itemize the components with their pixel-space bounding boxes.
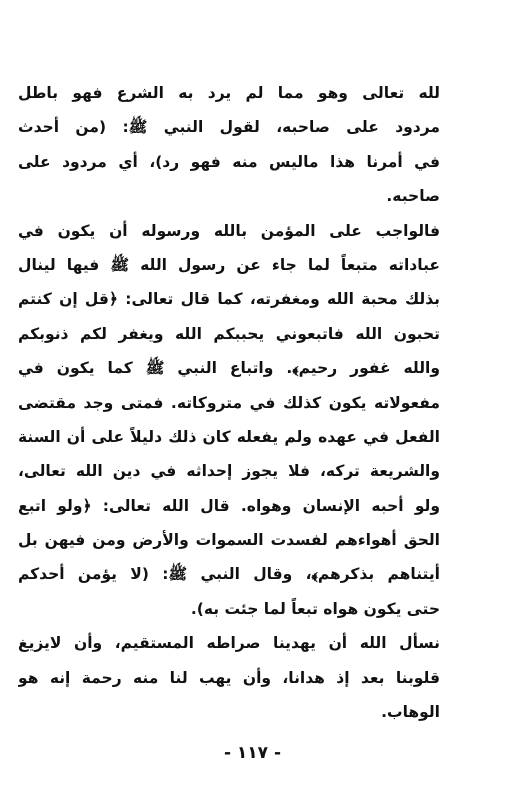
- text-line-14: الحق أهواءهم لفسدت السموات والأرض ومن فيهن بل: [18, 531, 440, 550]
- text-line-10: مفعولاته يكون كذلك في متروكاته. فمتى وجد مقتضى: [18, 393, 440, 412]
- text-line-1: لله تعالى وهو مما لم يرد به الشرع فهو باطل: [18, 84, 440, 102]
- text-line-5: فالواجب على المؤمن بالله ورسوله أن يكون في: [18, 221, 440, 240]
- text-line-2: مردود على صاحبه، لقول النبي ﷺ: (من أحدث: [18, 118, 440, 137]
- text-line-19: الوهاب.: [381, 703, 440, 722]
- text-line-7: بذلك محبة الله ومغفرته، كما قال تعالى: ﴿قل إن كنتم: [18, 290, 440, 309]
- text-line-3: في أمرنا هذا ماليس منه فهو رد)، أي مردود على: [18, 152, 440, 171]
- text-line-12: والشريعة تركه، فلا يجوز إحداثه في دين الله تعالى،: [18, 462, 440, 481]
- body-text: [18, 76, 440, 729]
- text-line-11: الفعل في عهده ولم يفعله كان ذلك دليلاً على أن السنة: [18, 427, 440, 446]
- text-line-18: قلوبنا بعد إذ هدانا، وأن يهب لنا منه رحمة إنه هو: [18, 668, 440, 687]
- text-line-16: حتى يكون هواه تبعاً لما جئت به).: [190, 599, 440, 618]
- text-line-8: تحبون الله فاتبعوني يحببكم الله ويغفر لكم ذنوبكم: [18, 324, 440, 343]
- text-line-9: والله غفور رحيم﴾. واتباع النبي ﷺ كما يكون في: [18, 359, 440, 378]
- text-line-15: أيتناهم بذكرهم﴾، وقال النبي ﷺ: (لا يؤمن أحدكم: [18, 565, 440, 584]
- text-line-13: ولو أحبه الإنسان وهواه. قال الله تعالى: ﴿ولو اتبع: [18, 496, 440, 515]
- page-number: - ١١٧ -: [223, 743, 282, 763]
- text-line-17: نسأل الله أن يهدينا صراطه المستقيم، وأن لايزيغ: [18, 634, 440, 653]
- text-line-6: عباداته متبعاً لما جاء عن رسول الله ﷺ فيها لينال: [18, 255, 440, 274]
- text-line-4: صاحبه.: [386, 187, 440, 206]
